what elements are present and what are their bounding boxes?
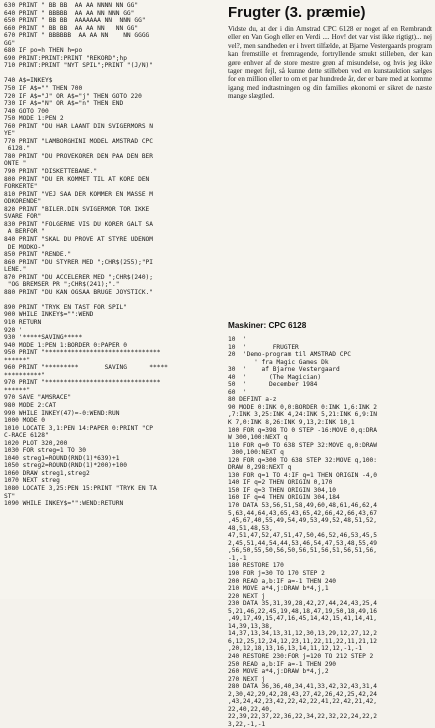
code-line: 100 FOR q=398 TO 0 STEP -16:MOVE 0,q:DRA xyxy=(228,426,378,434)
code-line: 980 MODE 2:CAT xyxy=(4,401,57,409)
code-line: 22,40,22,40, xyxy=(228,705,273,713)
program-listing-left-column xyxy=(4,2,226,597)
code-line: 960 PRINT "********* SAVING ***** xyxy=(4,364,168,372)
code-line: 680 IF po=h THEN h=po xyxy=(4,47,83,55)
code-line: 110 FOR q=0 TO 638 STEP 32:MOVE q,0:DRAW xyxy=(228,441,378,449)
code-line: 1020 PLOT 320,200 xyxy=(4,439,68,447)
code-line: 120 FOR q=300 TO 638 STEP 32:MOVE q,100: xyxy=(228,456,378,464)
code-line: ,7:INK 3,25:INK 4,24:INK 5,21:INK 6,9:IN xyxy=(228,411,378,419)
code-line: 150 IF q=3 THEN ORIGIN 304,10 xyxy=(228,486,337,494)
code-line: 6,12,25,12,24,12,23,11,22,11,22,11,21,12 xyxy=(228,637,378,645)
article-title: Frugter (3. præmie) xyxy=(228,4,366,21)
code-line: 200 READ a,b:IF a=-1 THEN 240 xyxy=(228,577,337,585)
code-line: 810 PRINT "VEJ SAA DER KOMMER EN MASSE M xyxy=(4,190,154,198)
code-line: 890 PRINT "TRYK EN TAST FOR SPIL" xyxy=(4,303,127,311)
code-line: 970 SAVE "AMSRACE" xyxy=(4,394,72,402)
code-line: 840 PRINT "SKAL DU PROVE AT STYRE UDENOM xyxy=(4,235,154,243)
code-line: 5,21,46,22,45,19,48,18,47,19,50,18,49,16 xyxy=(228,607,378,615)
code-line: 740 A$=INKEY$ xyxy=(4,77,53,85)
code-line: 20 'Demo-program til AMSTRAD CPC xyxy=(228,351,351,359)
code-line: 10 ' FRUGTER xyxy=(228,343,299,351)
code-line: 870 PRINT "DU ACCELERER MED ";CHR$(240); xyxy=(4,273,154,281)
code-line: 650 PRINT " BB BB AAAAAAA NN NNN GG" xyxy=(4,17,146,25)
code-line: 930 '*****SAVING***** xyxy=(4,334,83,342)
code-line: FORKERTE" xyxy=(4,183,38,191)
code-line: 880 PRINT "DU KAN OGSAA BRUGE JOYSTICK." xyxy=(4,288,154,296)
code-line: YE" xyxy=(4,130,16,138)
code-line: W 300,100:NEXT q xyxy=(228,434,288,442)
code-line: 1090 WHILE INKEY$="":WEND:RETURN xyxy=(4,500,124,508)
code-line: 910 RETURN xyxy=(4,318,42,326)
code-line: DE MODKO-" xyxy=(4,243,45,251)
code-line: 1080 LOCATE 3,25:PEN 15:PRINT "TRYK EN TA xyxy=(4,485,157,492)
code-line: 30 ' af Bjarne Vestergaard xyxy=(228,366,340,374)
code-line: -1,-1 xyxy=(228,554,247,562)
machine-requirement-label: Maskiner: CPC 6128 xyxy=(228,321,307,330)
code-line: 80 DEFINT a-z xyxy=(228,396,277,404)
code-line: 280 DATA 36,36,40,34,41,33,42,32,43,31,4 xyxy=(228,683,378,691)
code-line: 660 PRINT " BB BB AA AA NN NN GG" xyxy=(4,24,139,32)
code-line xyxy=(4,70,226,78)
code-line: GG" xyxy=(4,39,16,47)
code-line: 790 PRINT "DISKETTEBANE." xyxy=(4,168,98,176)
code-line: "OG BREMSER PR ";CHR$(241);"." xyxy=(4,281,120,289)
code-line: ,43,24,42,23,42,22,42,22,41,22,42,21,42, xyxy=(228,698,378,706)
code-line: 1040 streg1=ROUND(RND(1)*639)+1 xyxy=(4,454,120,462)
code-line: 1070 NEXT streg xyxy=(4,477,60,485)
code-line: ODKORENDE" xyxy=(4,198,42,206)
code-line: 740 GOTO 700 xyxy=(4,107,49,115)
code-line: C-RACE 6128" xyxy=(4,432,49,440)
code-line: ' fra Magic Games Dk xyxy=(228,358,329,366)
code-line: 850 PRINT "RENDE." xyxy=(4,251,72,259)
code-line: ,20,12,18,13,16,13,14,11,12,12,-1,-1 xyxy=(228,645,363,653)
code-line: 170 DATA 53,56,51,58,49,60,48,61,46,62,4 xyxy=(228,502,378,510)
code-line: 670 PRINT " BBBBBB AA AA NN NN GGGG xyxy=(4,32,150,40)
code-line: 6128." xyxy=(4,145,31,153)
code-line: 240 RESTORE 230:FOR j=120 TO 212 STEP 2 xyxy=(228,652,374,660)
code-line: 640 PRINT " BBBBB AA AA NN NNN GG" xyxy=(4,9,135,17)
code-line: 950 PRINT "******************************* xyxy=(4,349,161,357)
code-line: 10 ' xyxy=(228,336,251,343)
code-line: 1000 MODE 0 xyxy=(4,417,45,425)
code-line: ,56,50,55,50,56,50,56,51,56,51,56,51,56, xyxy=(228,547,378,555)
code-line: 1050 streg2=ROUND(RND(1)*200)+100 xyxy=(4,462,127,470)
program-listing-right-column xyxy=(228,336,433,728)
code-line: 3,22,-1,-1 xyxy=(228,720,266,728)
code-line: 140 IF q=2 THEN ORIGIN 0,170 xyxy=(228,479,333,487)
code-line: ******" xyxy=(4,356,31,364)
code-line: 820 PRINT "BILER.DIN SVIGERMOR TOR IKKE xyxy=(4,205,150,213)
code-line: **********" xyxy=(4,371,45,379)
code-line: 50 ' December 1984 xyxy=(228,381,318,389)
code-line: 1060 DRAW streg1,streg2 xyxy=(4,469,90,477)
code-line: 160 IF q=4 THEN ORIGIN 304,184 xyxy=(228,494,340,502)
code-line: ,45,67,40,55,49,54,49,53,49,52,48,51,52, xyxy=(228,517,378,525)
code-line: 710 PRINT:PRINT "NYT SPIL";PRINT "(J/N)" xyxy=(4,62,154,70)
code-line: 750 MODE 1:PEN 2 xyxy=(4,115,64,123)
code-line: 130 FOR q=1 TO 4:IF q=1 THEN ORIGIN -4,0 xyxy=(228,471,378,479)
code-line: SVARE FOR" xyxy=(4,213,42,221)
article-body: Vidste du, at der i din Amstrad CPC 6128 er noget af en Rembrandt eller en Van Gogh eller en Verdi .... Hov! det var vist ikke rigtigt)... nej vel?, men sandheden er i hvert tilfælde, at Bjarne Vestergaards program kan fremstille et fremragende, fortryllende smukt stilleben, der kan gøre enhver af de store mestre grøn af misundelse, og hvis jeg ikke tager meget fejl, så kunne dette stilleben ved en kunstauktion sælges for en million eller to om et par hundrede år, der er bare med at komme igang med indtastningen og din families økonomi er sikret de næste mange slægtled. xyxy=(228,25,432,101)
code-line: 270 NEXT j xyxy=(228,675,266,683)
code-line: 220 NEXT j xyxy=(228,592,266,600)
code-line: 2,45,51,44,54,44,53,46,54,47,53,48,55,49 xyxy=(228,539,378,547)
code-line: A BERFOR " xyxy=(4,228,45,236)
code-line: 230 DATA 35,31,39,28,42,27,44,24,43,25,4 xyxy=(228,600,378,608)
code-line: 730 IF A$="N" OR A$="n" THEN END xyxy=(4,100,124,108)
code-line: 40 ' (The Magician) xyxy=(228,373,322,381)
code-line: 190 FOR j=30 TO 170 STEP 2 xyxy=(228,569,325,577)
code-line: 48,51,48,53, xyxy=(228,524,273,532)
code-line: 1030 FOR streg=1 TO 30 xyxy=(4,447,86,455)
code-line: 180 RESTORE 170 xyxy=(228,562,284,570)
code-line: 60 ' xyxy=(228,388,247,396)
code-line: K 7,0:INK 8,26:INK 9,13,2:INK 10,1 xyxy=(228,419,355,427)
code-line: ST" xyxy=(4,492,16,500)
code-line: 1010 LOCATE 3,1:PEN 14:PAPER 0:PRINT "CP xyxy=(4,424,154,432)
code-line: 630 PRINT " BB BB AA AA NNNN NN GG" xyxy=(4,2,139,9)
code-line: 90 MODE 0:INK 0,0:BORDER 0:INK 1,6:INK 2 xyxy=(228,403,378,411)
code-line: 750 IF A$="" THEN 700 xyxy=(4,85,83,93)
code-line: 920 ' xyxy=(4,326,23,334)
code-line: 14,37,13,34,13,31,12,30,13,29,12,27,12,2 xyxy=(228,630,378,638)
code-line: 990 WHILE INKEY(47)=-0:WEND:RUN xyxy=(4,409,120,417)
code-line: 300,100:NEXT q xyxy=(228,449,284,457)
code-line: 900 WHILE INKEY$="":WEND xyxy=(4,311,94,319)
code-line: 14,39,13,38, xyxy=(228,622,273,630)
code-line: ,49,17,49,15,47,16,45,14,42,15,41,14,41, xyxy=(228,615,378,623)
code-line: 860 PRINT "DU STYRER MED ";CHR$(255);"PI xyxy=(4,258,154,266)
code-line: 260 MOVE a*4,j:DRAW b*4,j,2 xyxy=(228,668,329,676)
code-line: 940 MODE 1:PEN 1:BORDER 0:PAPER 0 xyxy=(4,341,127,349)
code-line: 250 READ a,b:IF a=-1 THEN 290 xyxy=(228,660,337,668)
code-line: 47,51,47,52,47,51,47,50,46,52,46,53,45,5 xyxy=(228,532,378,540)
code-line: 970 PRINT "******************************* xyxy=(4,379,161,387)
code-line: 690 PRINT:PRINT:PRINT "REKORD";hp xyxy=(4,54,127,62)
code-line: 760 PRINT "DU HAR LAANT DIN SVIGERMORS N xyxy=(4,122,154,130)
code-line: 830 PRINT "FOLGERNE VIS DU KORER GALT SA xyxy=(4,220,154,228)
code-line: ******" xyxy=(4,386,31,394)
code-line xyxy=(4,296,226,304)
code-line: 770 PRINT "LAMBORGHINI MODEL AMSTRAD CPC xyxy=(4,137,154,145)
code-line: 22,39,22,37,22,36,22,34,22,32,22,24,22,2 xyxy=(228,713,378,721)
code-line: 800 PRINT "DU ER KOMMET TIL AT KORE DEN xyxy=(4,175,150,183)
code-line: 210 MOVE a*4,j:DRAW b*4,j,1 xyxy=(228,585,329,593)
code-line: ONTE " xyxy=(4,160,27,168)
code-line: DRAW 0,298:NEXT q xyxy=(228,464,292,472)
code-line: 780 PRINT "DU PROVEKORER DEN PAA DEN BER xyxy=(4,152,154,160)
code-line: LENE." xyxy=(4,266,27,274)
code-line: 2,30,42,29,42,28,43,27,42,26,42,25,42,24 xyxy=(228,690,378,698)
code-line: 720 IF A$="J" OR A$="j" THEN GOTO 220 xyxy=(4,92,142,100)
code-line: 5,63,44,64,43,65,43,65,42,66,42,66,43,67 xyxy=(228,509,378,517)
